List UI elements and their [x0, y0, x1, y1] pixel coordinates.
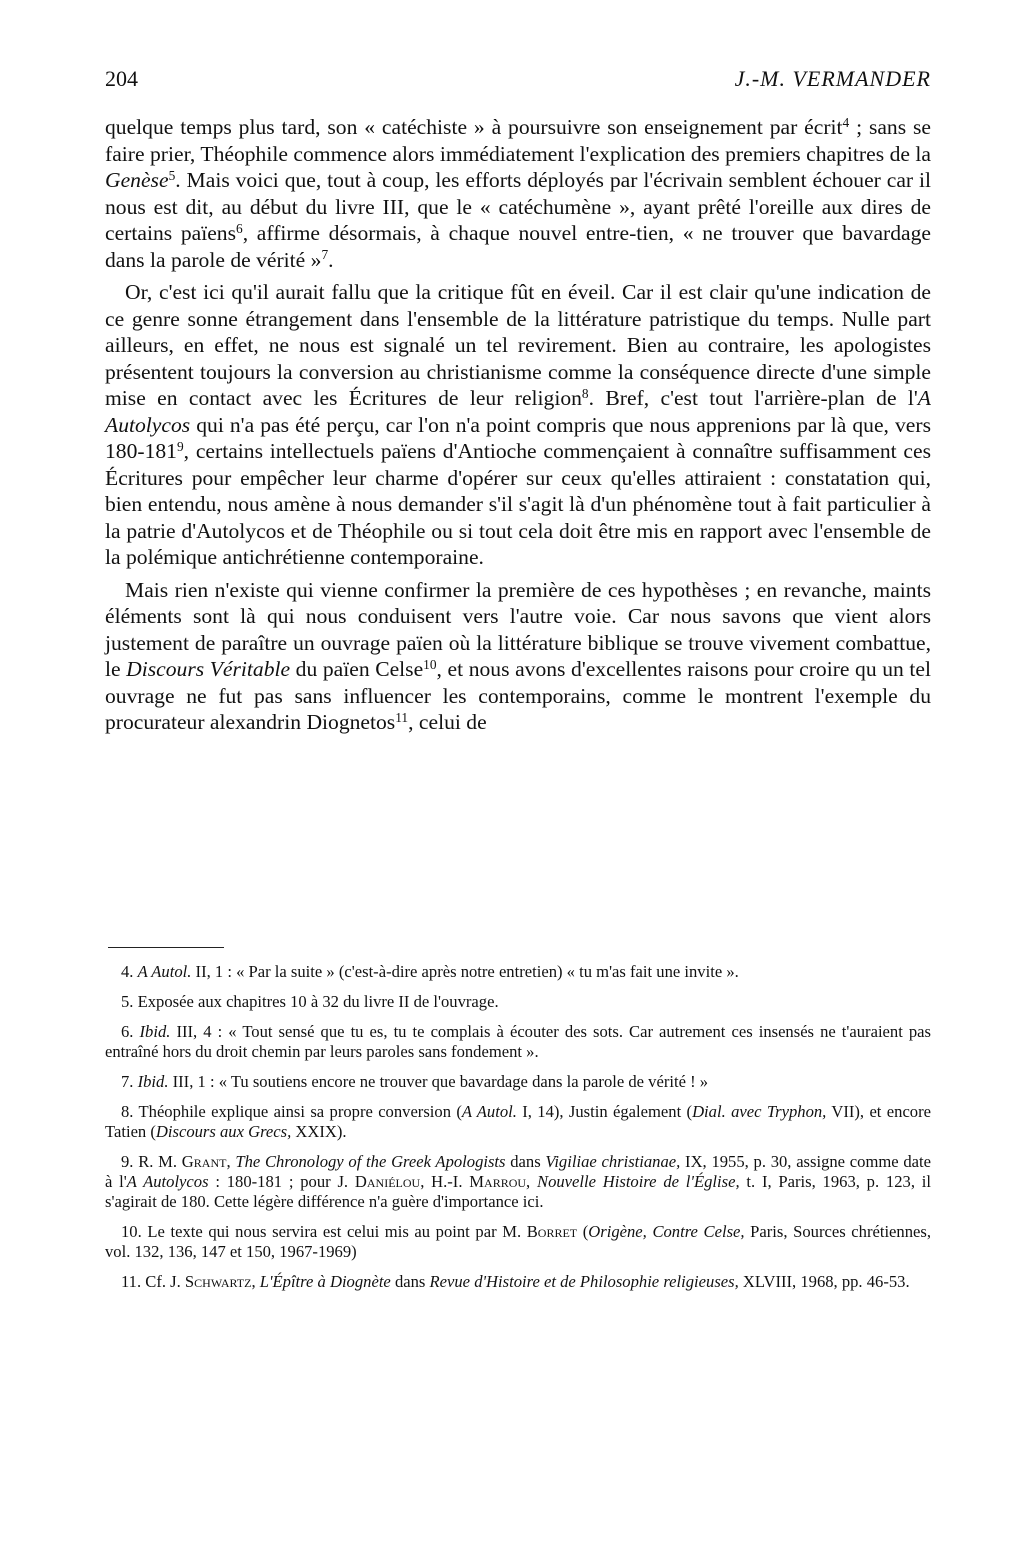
note-text: 8. Théophile explique ainsi sa propre conversion (: [121, 1102, 462, 1121]
note-italic: Vigiliae christianae,: [545, 1152, 681, 1171]
note-text: ,: [226, 1152, 236, 1171]
note-italic: L'Épître à Diognète: [259, 1272, 391, 1291]
text-run: , certains intellectuels païens d'Antioche commençaient à connaître suffisamment ces Écritures pour empêcher leur charme d'opérer sur ceux qu'elles attiraient : constatation qui, bien entendu, nous amène à nous demander s'il s'agit là d'un phénomène tout à fait particulier à la patrie d'Autolycos et de Théophile ou si tout cela doit être mis en rapport avec l'ensemble de la polémique antichrétienne contemporaine.: [105, 439, 931, 569]
text-run: quelque temps plus tard, son « catéchiste » à poursuivre son enseignement par écrit: [105, 115, 843, 139]
paragraph-2: [105, 279, 931, 571]
text-run: . Mais voici que, tout à coup, les efforts déployés par l'écrivain semblent échouer car il nous est dit, au début du livre III, que le « catéchumène », ayant prêté l'oreille aux dires de certains païens: [105, 168, 931, 245]
footnote-ref-8: 8: [581, 385, 589, 401]
note-text: , H.-I.: [420, 1172, 470, 1191]
note-text: 7.: [121, 1072, 138, 1091]
author-name: Borret: [526, 1222, 578, 1241]
note-italic: A Autolycos: [126, 1172, 209, 1191]
page-header: [105, 66, 931, 96]
note-text: (: [577, 1222, 589, 1241]
note-text: t. I, Paris, 1963, p. 123, il s'agirait de 180. Cette légère différence n'a guère d'importance ici.: [105, 1172, 931, 1211]
note-italic: Origène, Contre Celse,: [588, 1222, 745, 1241]
note-text: 5. Exposée aux chapitres 10 à 32 du livre II de l'ouvrage.: [121, 992, 499, 1011]
text-run: , celui de: [408, 710, 487, 734]
text-run: qui n'a pas été perçu, car l'on n'a point compris que nous apprenions par là que, vers 180-181: [105, 412, 931, 463]
italic-title: A Autolycos: [105, 386, 931, 437]
note-italic: Ibid.: [139, 1022, 171, 1041]
note-text: IX, 1955, p. 30, assigne comme date à l': [105, 1152, 932, 1191]
footnote-ref-11: 11: [395, 709, 409, 725]
text-run: .: [328, 247, 334, 272]
paragraph-1: [105, 114, 931, 273]
note-italic: A Autol.: [137, 962, 192, 981]
footnote-7: [105, 1072, 931, 1092]
note-text: Paris, Sources chrétiennes, vol. 132, 136, 147 et 150, 1967-1969): [105, 1222, 931, 1261]
note-text: ,: [526, 1172, 537, 1191]
italic-title: Genèse: [105, 168, 169, 192]
text-run: , affirme désormais, à chaque nouvel entre-tien, « ne trouver que bavardage dans la parole de vérité »: [105, 221, 931, 272]
note-italic: Ibid.: [137, 1072, 169, 1091]
text-run: Or, c'est ici qu'il aurait fallu que la critique fût en éveil. Car il est clair qu'une indication de ce genre sonne étrangement dans l'ensemble de la littérature patristique du temps. Nulle part ailleurs, en effet, ne nous est signalé un tel revirement. Bien au contraire, les apologistes présentent toujours la conversion au christianisme comme la conséquence directe d'une simple mise en contact avec les Écritures de leur religion: [105, 280, 931, 410]
note-text: 11. Cf. J.: [121, 1272, 185, 1291]
note-text: 6.: [121, 1022, 140, 1041]
note-italic: Discours aux Grecs,: [155, 1122, 292, 1141]
text-run: , et nous avons d'excellentes raisons pour croire qu un tel ouvrage ne fut pas sans influencer les contemporains, comme le montrent l'exemple du procurateur alexandrin Diognetos: [105, 657, 931, 734]
page-number: 204: [105, 66, 138, 91]
footnote-4: [105, 962, 931, 982]
text-run: Mais rien n'existe qui vienne confirmer la première de ces hypothèses ; en revanche, maints éléments sont là qui nous conduisent vers l'autre voie. Car nous savons que vient alors justement de paraître un ouvrage païen où la littérature biblique se trouve vivement combattue, le: [105, 577, 931, 681]
author-name: Marrou: [469, 1172, 527, 1191]
note-text: III, 4 : « Tout sensé que tu es, tu te complais à écouter des sots. Car autrement ces insensés ne t'auraient pas entraîné hors du droit chemin par leurs paroles sans fondement ».: [105, 1022, 932, 1061]
note-text: 9. R. M.: [121, 1152, 182, 1171]
note-italic: A Autol.: [461, 1102, 517, 1121]
footnote-5: [105, 992, 931, 1012]
note-italic: Dial. avec Tryphon,: [692, 1102, 827, 1121]
note-text: III, 1 : « Tu soutiens encore ne trouver que bavardage dans la parole de vérité ! »: [168, 1072, 709, 1091]
note-text: XLVIII, 1968, pp. 46-53.: [738, 1272, 910, 1291]
note-italic: Nouvelle Histoire de l'Église,: [537, 1172, 740, 1191]
note-text: VII), et encore Tatien (: [105, 1102, 931, 1141]
text-run: ; sans se faire prier, Théophile commence alors immédiatement l'explication des premiers chapitres de la: [105, 115, 931, 166]
footnote-10: [105, 1222, 931, 1262]
note-text: ,: [251, 1272, 260, 1291]
italic-title: Discours Véritable: [126, 657, 291, 681]
note-italic: The Chronology of the Greek Apologists: [235, 1152, 506, 1171]
footnote-6: [105, 1022, 931, 1062]
text-run: . Bref, c'est tout l'arrière-plan de l': [588, 386, 918, 410]
paragraph-3: [105, 577, 931, 736]
note-text: : 180-181 ; pour J.: [208, 1172, 355, 1191]
footnote-8: [105, 1102, 931, 1142]
running-head: J.-M. VERMANDER: [734, 66, 931, 91]
note-text: I, 14), Justin également (: [516, 1102, 693, 1121]
footnote-ref-10: 10: [423, 656, 437, 672]
note-text: dans: [505, 1152, 546, 1171]
footnote-ref-5: 5: [168, 167, 176, 183]
author-name: Grant: [181, 1152, 227, 1171]
note-text: II, 1 : « Par la suite » (c'est-à-dire après notre entretien) « tu m'as fait une invite ».: [191, 962, 739, 981]
note-italic: Revue d'Histoire et de Philosophie religieuses,: [429, 1272, 739, 1291]
note-text: 10. Le texte qui nous servira est celui mis au point par M.: [121, 1222, 527, 1241]
main-text: [105, 114, 931, 742]
footnote-separator: [108, 947, 224, 948]
note-text: 4.: [121, 962, 138, 981]
footnote-ref-9: 9: [176, 438, 184, 454]
author-name: Schwartz: [184, 1272, 252, 1291]
footnote-ref-6: 6: [236, 220, 243, 236]
author-name: Daniélou: [354, 1172, 421, 1191]
footnote-ref-4: 4: [842, 114, 850, 130]
text-run: du païen Celse: [290, 657, 424, 681]
footnotes: [105, 962, 931, 1302]
footnote-ref-7: 7: [321, 247, 329, 263]
footnote-11: [105, 1272, 931, 1292]
footnote-9: [105, 1152, 931, 1212]
note-text: dans: [390, 1272, 430, 1291]
note-text: XXIX).: [291, 1122, 347, 1141]
